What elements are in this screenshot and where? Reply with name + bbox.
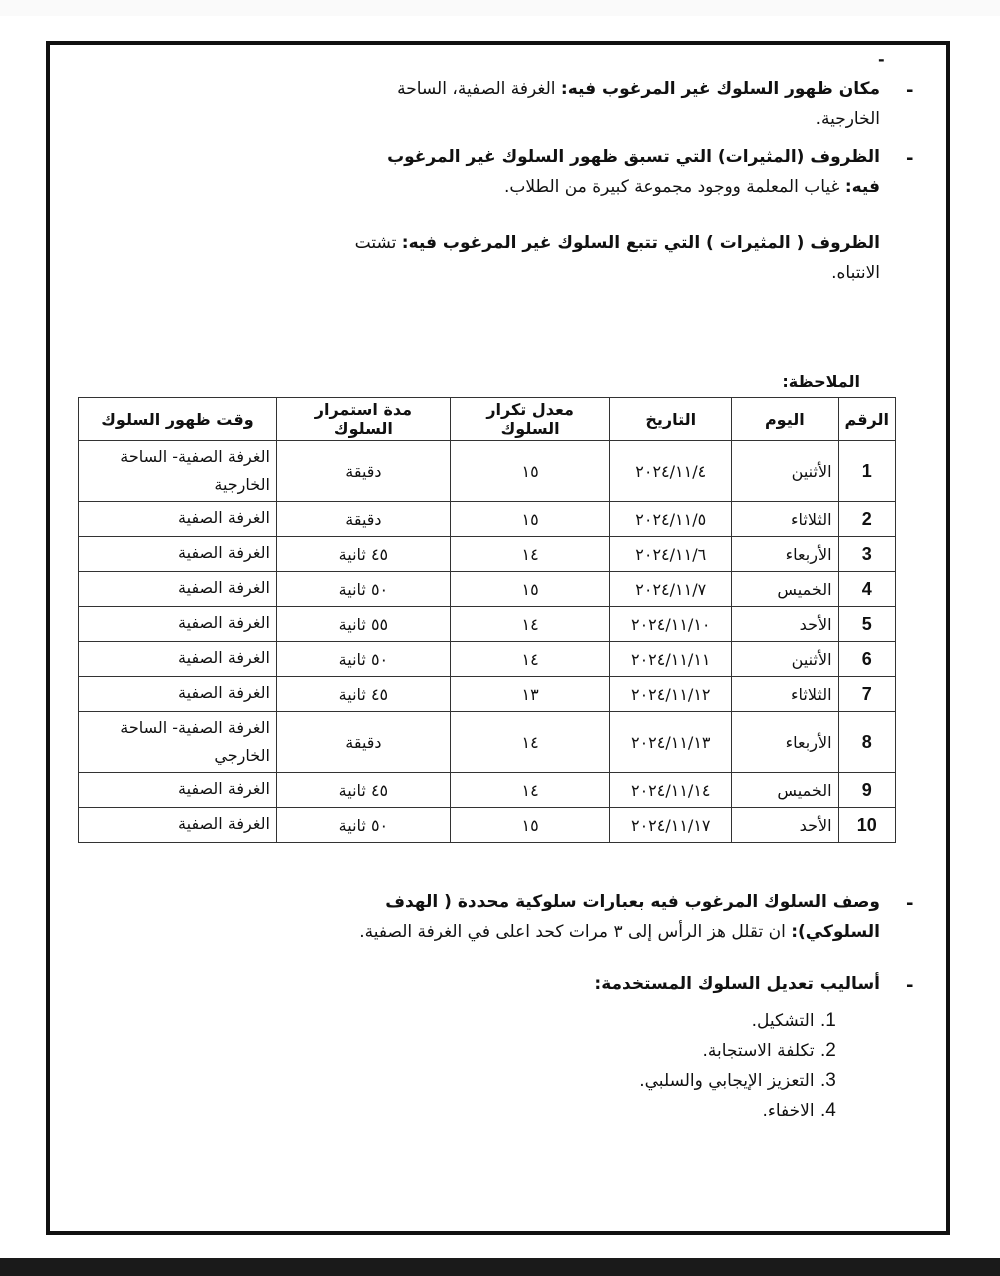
list-item [600, 1006, 850, 1036]
row-date: ٢٠٢٤/١١/١٧ [610, 808, 732, 843]
row-number: 3 [838, 537, 895, 572]
row-day: الخميس [732, 572, 838, 607]
row-day: الأثنين [732, 441, 838, 502]
consequences-paragraph [330, 228, 880, 288]
row-time: الغرفة الصفية [79, 607, 277, 642]
methods-label: أساليب تعديل السلوك المستخدمة: [594, 974, 880, 994]
row-number: 6 [838, 642, 895, 677]
table-row [79, 502, 896, 537]
header-frequency: معدل تكرار السلوك [450, 398, 609, 441]
row-time: الغرفة الصفية [79, 677, 277, 712]
row-duration: ٤٥ ثانية [276, 537, 450, 572]
row-duration: ٤٥ ثانية [276, 773, 450, 808]
antecedents-paragraph [370, 142, 880, 202]
list-item [600, 1096, 850, 1126]
item-number: 4. [820, 1100, 836, 1121]
row-number: 4 [838, 572, 895, 607]
consequences-value: تشتت الانتباه. [354, 233, 880, 283]
row-time: الغرفة الصفية [79, 537, 277, 572]
list-item [600, 1036, 850, 1066]
header-dash: - [878, 50, 885, 69]
bullet-dash: - [906, 893, 914, 914]
row-day: الأثنين [732, 642, 838, 677]
header-number: الرقم [838, 398, 895, 441]
bullet-dash: - [906, 148, 914, 169]
antecedents-label: الظروف (المثيرات) التي تسبق ظهور السلوك غير المرغوب فيه: [387, 147, 880, 197]
header-time: وقت ظهور السلوك [79, 398, 277, 441]
row-number: 10 [838, 808, 895, 843]
row-duration: دقيقة [276, 712, 450, 773]
place-value: الغرفة الصفية، الساحة الخارجية. [397, 79, 880, 129]
methods-list [600, 1006, 850, 1126]
table-row [79, 712, 896, 773]
row-duration: ٥٠ ثانية [276, 572, 450, 607]
row-frequency: ١٤ [450, 773, 609, 808]
row-day: الثلاثاء [732, 677, 838, 712]
row-day: الأحد [732, 808, 838, 843]
bullet-dash: - [906, 975, 914, 996]
row-frequency: ١٥ [450, 502, 609, 537]
row-time: الغرفة الصفية [79, 502, 277, 537]
row-frequency: ١٥ [450, 441, 609, 502]
antecedents-value: غياب المعلمة ووجود مجموعة كبيرة من الطلاب. [503, 177, 840, 197]
row-number: 1 [838, 441, 895, 502]
row-date: ٢٠٢٤/١١/١٠ [610, 607, 732, 642]
row-time: الغرفة الصفية- الساحة الخارجية [79, 441, 277, 502]
row-duration: دقيقة [276, 441, 450, 502]
top-margin-strip [0, 0, 1000, 16]
row-day: الأربعاء [732, 537, 838, 572]
header-duration: مدة استمرار السلوك [276, 398, 450, 441]
row-date: ٢٠٢٤/١١/٤ [610, 441, 732, 502]
table-header-row [79, 398, 896, 441]
row-number: 2 [838, 502, 895, 537]
row-day: الأربعاء [732, 712, 838, 773]
row-day: الخميس [732, 773, 838, 808]
row-duration: ٥٠ ثانية [276, 642, 450, 677]
row-date: ٢٠٢٤/١١/١١ [610, 642, 732, 677]
row-number: 8 [838, 712, 895, 773]
target-value: ان تقلل هز الرأس إلى ٣ مرات كحد اعلى في الغرفة الصفية. [359, 922, 786, 942]
row-time: الغرفة الصفية [79, 773, 277, 808]
table-row [79, 607, 896, 642]
row-frequency: ١٤ [450, 712, 609, 773]
item-number: 3. [820, 1070, 836, 1091]
row-duration: دقيقة [276, 502, 450, 537]
table-row [79, 642, 896, 677]
place-paragraph [370, 74, 880, 134]
row-date: ٢٠٢٤/١١/٦ [610, 537, 732, 572]
item-text: التشكيل. [751, 1011, 815, 1031]
list-item [600, 1066, 850, 1096]
row-number: 5 [838, 607, 895, 642]
item-number: 2. [820, 1040, 836, 1061]
target-paragraph [340, 887, 880, 947]
bottom-dark-strip [0, 1258, 1000, 1276]
observation-table [78, 397, 896, 843]
row-day: الثلاثاء [732, 502, 838, 537]
target-label: وصف السلوك المرغوب فيه بعبارات سلوكية محددة ( الهدف السلوكي): [385, 892, 880, 942]
row-number: 7 [838, 677, 895, 712]
row-frequency: ١٥ [450, 572, 609, 607]
row-date: ٢٠٢٤/١١/١٣ [610, 712, 732, 773]
item-text: الاخفاء. [762, 1101, 815, 1121]
header-day: اليوم [732, 398, 838, 441]
table-row [79, 572, 896, 607]
item-text: تكلفة الاستجابة. [702, 1041, 815, 1061]
table-row [79, 808, 896, 843]
row-date: ٢٠٢٤/١١/١٤ [610, 773, 732, 808]
table-row [79, 677, 896, 712]
row-frequency: ١٤ [450, 607, 609, 642]
row-frequency: ١٥ [450, 808, 609, 843]
row-duration: ٥٠ ثانية [276, 808, 450, 843]
row-duration: ٤٥ ثانية [276, 677, 450, 712]
row-day: الأحد [732, 607, 838, 642]
consequences-label: الظروف ( المثيرات ) التي تتبع السلوك غير المرغوب فيه: [401, 233, 880, 253]
header-date: التاريخ [610, 398, 732, 441]
row-date: ٢٠٢٤/١١/٧ [610, 572, 732, 607]
row-date: ٢٠٢٤/١١/١٢ [610, 677, 732, 712]
table-row [79, 537, 896, 572]
table-row [79, 441, 896, 502]
table-row [79, 773, 896, 808]
row-number: 9 [838, 773, 895, 808]
row-time: الغرفة الصفية [79, 572, 277, 607]
row-frequency: ١٤ [450, 642, 609, 677]
row-time: الغرفة الصفية [79, 642, 277, 677]
bullet-dash: - [906, 80, 914, 101]
place-label: مكان ظهور السلوك غير المرغوب فيه: [560, 79, 880, 99]
notes-label: الملاحظة: [782, 372, 860, 391]
item-number: 1. [820, 1010, 836, 1031]
row-time: الغرفة الصفية [79, 808, 277, 843]
row-date: ٢٠٢٤/١١/٥ [610, 502, 732, 537]
row-duration: ٥٥ ثانية [276, 607, 450, 642]
row-frequency: ١٤ [450, 537, 609, 572]
item-text: التعزيز الإيجابي والسلبي. [639, 1071, 815, 1091]
row-time: الغرفة الصفية- الساحة الخارجي [79, 712, 277, 773]
row-frequency: ١٣ [450, 677, 609, 712]
